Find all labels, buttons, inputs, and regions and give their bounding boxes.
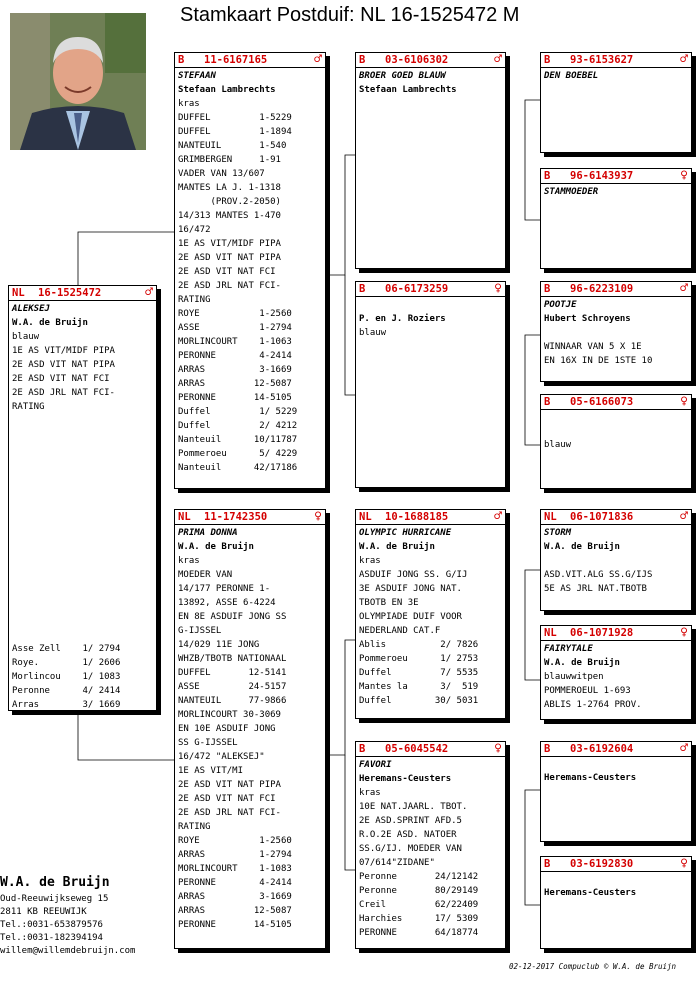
info-line: Peronne 24/12142	[359, 872, 479, 882]
card-mother-father	[355, 509, 506, 719]
card-mother-mother	[355, 741, 506, 949]
info-line: ARRAS 12-5087	[178, 379, 292, 389]
info-line: 2E ASD JRL NAT FCI-	[12, 388, 115, 398]
ring-number: 06-6173259	[385, 283, 449, 295]
ring-number: 06-1071836	[570, 511, 634, 523]
info-line: 07/614"ZIDANE"	[359, 858, 435, 868]
info-line: ASD.VIT.ALG SS.G/IJS	[544, 570, 653, 580]
female-icon: ♀	[494, 741, 502, 756]
performance-lines	[541, 670, 691, 712]
card-header	[541, 395, 691, 409]
card-subject	[8, 285, 157, 711]
card-ffm	[540, 168, 692, 269]
performance-lines	[175, 97, 325, 475]
info-line: MORLINCOURT 1-1063	[178, 337, 292, 347]
country-code: NL	[359, 511, 372, 523]
info-line: TBOTB EN 3E	[359, 598, 419, 608]
page-title: Stamkaart Postduif: NL 16-1525472 M	[180, 4, 520, 26]
bird-name: PRIMA DONNA	[178, 528, 238, 538]
info-line: Nanteuil 42/17186	[178, 463, 298, 473]
owner-name: Heremans-Ceusters	[544, 888, 637, 898]
card-fff	[540, 52, 692, 153]
performance-lines	[175, 554, 325, 932]
country-code: B	[544, 283, 551, 295]
info-line: 2E ASD JRL NAT FCI-	[178, 281, 281, 291]
card-father-mother	[355, 281, 506, 488]
footer-credit: 02-12-2017 Compuclub © W.A. de Bruijn	[509, 962, 677, 971]
card-mmm	[540, 856, 692, 949]
info-line: DUFFEL 1-1894	[178, 127, 292, 137]
info-line: blauw	[359, 328, 387, 338]
country-code: B	[359, 283, 366, 295]
info-line: Peronne 4/ 2414	[12, 686, 121, 696]
owner-name: P. en J. Roziers	[359, 314, 446, 324]
country-code: B	[544, 54, 551, 66]
ring-number: 96-6223109	[570, 283, 634, 295]
info-line: 10E NAT.JAARL. TBOT.	[359, 802, 468, 812]
info-line: 2E ASD VIT NAT PIPA	[12, 360, 115, 370]
performance-lines	[9, 330, 156, 414]
info-line: Duffel 7/ 5535	[359, 668, 479, 678]
bird-name: OLYMPIC HURRICANE	[359, 528, 452, 538]
info-line	[541, 326, 691, 340]
ring-number: 93-6153627	[570, 54, 634, 66]
info-line: ASSE 24-5157	[178, 682, 287, 692]
info-line: ARRAS 1-2794	[178, 850, 292, 860]
info-line: (PROV.2-2050)	[178, 197, 281, 207]
bird-name: STORM	[544, 528, 572, 538]
info-line: Ablis 2/ 7826	[359, 640, 479, 650]
card-header	[541, 53, 691, 67]
info-line: ARRAS 12-5087	[178, 906, 292, 916]
bird-name: BROER GOED BLAUW	[359, 71, 446, 81]
info-line: kras	[359, 556, 381, 566]
male-icon: ♂	[680, 741, 688, 756]
info-line: R.O.2E ASD. NATOER	[359, 830, 457, 840]
info-line: Nanteuil 10/11787	[178, 435, 298, 445]
card-mfm	[540, 625, 692, 720]
female-icon: ♀	[494, 281, 502, 296]
bird-name: POOTJE	[544, 300, 577, 310]
info-line: 14/177 PERONNE 1-	[178, 584, 271, 594]
info-line: Roye. 1/ 2606	[12, 658, 121, 668]
card-header	[541, 510, 691, 524]
ring-number: 05-6166073	[570, 396, 634, 408]
ring-number: 11-1742350	[204, 511, 268, 523]
male-icon: ♂	[680, 509, 688, 524]
info-line: Duffel 2/ 4212	[178, 421, 298, 431]
card-fmm	[540, 394, 692, 489]
country-code: B	[359, 743, 366, 755]
info-line: Asse Zell 1/ 2794	[12, 644, 121, 654]
card-header	[541, 282, 691, 296]
bird-name: DEN BOEBEL	[544, 71, 599, 81]
country-code: NL	[544, 511, 557, 523]
info-line: Mantes la 3/ 519	[359, 682, 479, 692]
country-code: NL	[544, 627, 557, 639]
male-icon: ♂	[494, 52, 502, 67]
female-icon: ♀	[680, 625, 688, 640]
card-father	[174, 52, 326, 489]
info-line	[541, 554, 691, 568]
card-header	[356, 282, 505, 296]
info-line: OLYMPIADE DUIF VOOR	[359, 612, 462, 622]
info-line: Morlincou 1/ 1083	[12, 672, 121, 682]
info-line: 2E ASD.SPRINT AFD.5	[359, 816, 462, 826]
bird-name: FAVORI	[359, 760, 392, 770]
info-line: 2E ASD VIT NAT PIPA	[178, 253, 281, 263]
info-line: 1E AS VIT/MIDF PIPA	[12, 346, 115, 356]
ring-number: 03-6106302	[385, 54, 449, 66]
card-mother	[174, 509, 326, 949]
info-line: 16/472 "ALEKSEJ"	[178, 752, 265, 762]
owner-name: Stefaan Lambrechts	[178, 85, 276, 95]
owner-name: Heremans-Ceusters	[544, 773, 637, 783]
info-line: EN 16X IN DE 1STE 10	[544, 356, 653, 366]
performance-lines	[541, 326, 691, 368]
info-line: 3E ASDUIF JONG NAT.	[359, 584, 462, 594]
country-code: B	[544, 396, 551, 408]
card-header	[175, 510, 325, 524]
info-line: MANTES LA J. 1-1318	[178, 183, 281, 193]
info-line: GRIMBERGEN 1-91	[178, 155, 281, 165]
card-father-father	[355, 52, 506, 269]
info-line: PERONNE 4-2414	[178, 351, 292, 361]
info-line: blauwwitpen	[544, 672, 604, 682]
info-line: Peronne 80/29149	[359, 886, 479, 896]
info-line: blauw	[544, 440, 572, 450]
male-icon: ♂	[680, 52, 688, 67]
country-code: B	[178, 54, 185, 66]
performance-lines	[541, 554, 691, 596]
info-line: ROYE 1-2560	[178, 309, 292, 319]
info-line: WHZB/TBOTB NATIONAAL	[178, 654, 287, 664]
breeder-phone: Tel.:0031-653879576	[0, 920, 103, 930]
info-line: 2E ASD JRL NAT FCI-	[178, 808, 281, 818]
info-line: PERONNE 14-5105	[178, 393, 292, 403]
card-mff	[540, 509, 692, 611]
performance-lines	[541, 410, 691, 452]
info-line: 2E ASD VIT NAT FCI	[178, 267, 276, 277]
owner-name: W.A. de Bruijn	[359, 542, 435, 552]
info-line: G-IJSSEL	[178, 626, 222, 636]
info-line: DUFFEL 12-5141	[178, 668, 287, 678]
info-line: ABLIS 1-2764 PROV.	[544, 700, 642, 710]
info-line: NANTEUIL 77-9866	[178, 696, 287, 706]
info-line: 16/472	[178, 225, 211, 235]
owner-name: Heremans-Ceusters	[359, 774, 452, 784]
info-line: ASDUIF JONG SS. G/IJ	[359, 570, 468, 580]
info-line: RATING	[178, 822, 211, 832]
info-line: PERONNE 64/18774	[359, 928, 479, 938]
info-line: 2E ASD VIT NAT PIPA	[178, 780, 281, 790]
breeder-address: Oud-Reeuwijkseweg 15	[0, 894, 109, 904]
info-line: RATING	[178, 295, 211, 305]
info-line: MORLINCOURT 1-1083	[178, 864, 292, 874]
info-line: kras	[178, 99, 200, 109]
card-header	[9, 286, 156, 300]
country-code: B	[544, 858, 551, 870]
info-line: 13892, ASSE 6-4224	[178, 598, 276, 608]
info-line: Arras 3/ 1669	[12, 700, 121, 710]
breeder-email[interactable]: willem@willemdebruijn.com	[0, 946, 136, 956]
bird-name: STEFAAN	[178, 71, 216, 81]
ring-number: 96-6143937	[570, 170, 634, 182]
card-header	[541, 169, 691, 183]
info-line: ARRAS 3-1669	[178, 892, 292, 902]
info-line: Pommeroeu 1/ 2753	[359, 654, 479, 664]
info-line: SS G-IJSSEL	[178, 738, 238, 748]
info-line: POMMEROEUL 1-693	[544, 686, 631, 696]
info-line: ROYE 1-2560	[178, 836, 292, 846]
info-line: kras	[178, 556, 200, 566]
owner-name: W.A. de Bruijn	[12, 318, 88, 328]
info-line: WINNAAR VAN 5 X 1E	[544, 342, 642, 352]
card-header	[541, 857, 691, 871]
performance-lines	[356, 786, 505, 940]
info-line: MOEDER VAN	[178, 570, 233, 580]
country-code: B	[359, 54, 366, 66]
info-line: Duffel 30/ 5031	[359, 696, 479, 706]
card-mmf	[540, 741, 692, 842]
owner-name: Hubert Schroyens	[544, 314, 631, 324]
info-line: EN 10E ASDUIF JONG	[178, 724, 276, 734]
bird-name: STAMMOEDER	[544, 187, 599, 197]
ring-number: 03-6192604	[570, 743, 634, 755]
breeder-name: W.A. de Bruijn	[0, 875, 110, 890]
info-line: PERONNE 14-5105	[178, 920, 292, 930]
card-header	[541, 626, 691, 640]
breeder-phone: Tel.:0031-182394194	[0, 933, 103, 943]
owner-name: Stefaan Lambrechts	[359, 85, 457, 95]
ring-number: 03-6192830	[570, 858, 634, 870]
info-line: DUFFEL 1-5229	[178, 113, 292, 123]
info-line: 5E AS JRL NAT.TBOTB	[544, 584, 647, 594]
bird-name: ALEKSEJ	[12, 304, 50, 314]
country-code: NL	[178, 511, 191, 523]
female-icon: ♀	[680, 856, 688, 871]
info-line: VADER VAN 13/607	[178, 169, 265, 179]
info-line: 14/029 11E JONG	[178, 640, 260, 650]
info-line: PERONNE 4-2414	[178, 878, 292, 888]
info-line: 1E AS VIT/MIDF PIPA	[178, 239, 281, 249]
male-icon: ♂	[145, 285, 153, 300]
results-block	[9, 642, 123, 712]
info-line: Harchies 17/ 5309	[359, 914, 479, 924]
ring-number: 11-6167165	[204, 54, 268, 66]
owner-name: W.A. de Bruijn	[178, 542, 254, 552]
ring-number: 06-1071928	[570, 627, 634, 639]
ring-number: 10-1688185	[385, 511, 449, 523]
info-line: RATING	[12, 402, 45, 412]
ring-number: 05-6045542	[385, 743, 449, 755]
info-line: Pommeroeu 5/ 4229	[178, 449, 298, 459]
info-line: 2E ASD VIT NAT FCI	[178, 794, 276, 804]
male-icon: ♂	[314, 52, 322, 67]
info-line: SS.G/IJ. MOEDER VAN	[359, 844, 462, 854]
info-line: kras	[359, 788, 381, 798]
owner-name: W.A. de Bruijn	[544, 542, 620, 552]
female-icon: ♀	[314, 509, 322, 524]
info-line: Duffel 1/ 5229	[178, 407, 298, 417]
info-line: ASSE 1-2794	[178, 323, 292, 333]
owner-name: W.A. de Bruijn	[544, 658, 620, 668]
performance-lines	[356, 326, 505, 340]
info-line: Creil 62/22409	[359, 900, 479, 910]
country-code: B	[544, 743, 551, 755]
info-line	[541, 424, 691, 438]
info-line: 1E AS VIT/MI	[178, 766, 244, 776]
country-code: B	[544, 170, 551, 182]
info-line: 2E ASD VIT NAT FCI	[12, 374, 110, 384]
info-line	[541, 410, 691, 424]
breeder-postcode: 2811 KB REEUWIJK	[0, 907, 87, 917]
male-icon: ♂	[494, 509, 502, 524]
card-header	[356, 510, 505, 524]
card-header	[356, 742, 505, 756]
performance-lines	[356, 554, 505, 708]
male-icon: ♂	[680, 281, 688, 296]
info-line: 14/313 MANTES 1-470	[178, 211, 281, 221]
female-icon: ♀	[680, 168, 688, 183]
info-line: NEDERLAND CAT.F	[359, 626, 441, 636]
ring-number: 16-1525472	[38, 287, 102, 299]
info-line: EN 8E ASDUIF JONG SS	[178, 612, 287, 622]
card-header	[541, 742, 691, 756]
info-line: NANTEUIL 1-540	[178, 141, 287, 151]
female-icon: ♀	[680, 394, 688, 409]
info-line: MORLINCOURT 30-3069	[178, 710, 281, 720]
bird-name: FAIRYTALE	[544, 644, 593, 654]
info-line: blauw	[12, 332, 40, 342]
bird-name	[356, 297, 505, 312]
breeder-block	[0, 873, 135, 958]
card-header	[175, 53, 325, 67]
country-code: NL	[12, 287, 25, 299]
info-line: ARRAS 3-1669	[178, 365, 292, 375]
card-header	[356, 53, 505, 67]
card-fmf	[540, 281, 692, 382]
